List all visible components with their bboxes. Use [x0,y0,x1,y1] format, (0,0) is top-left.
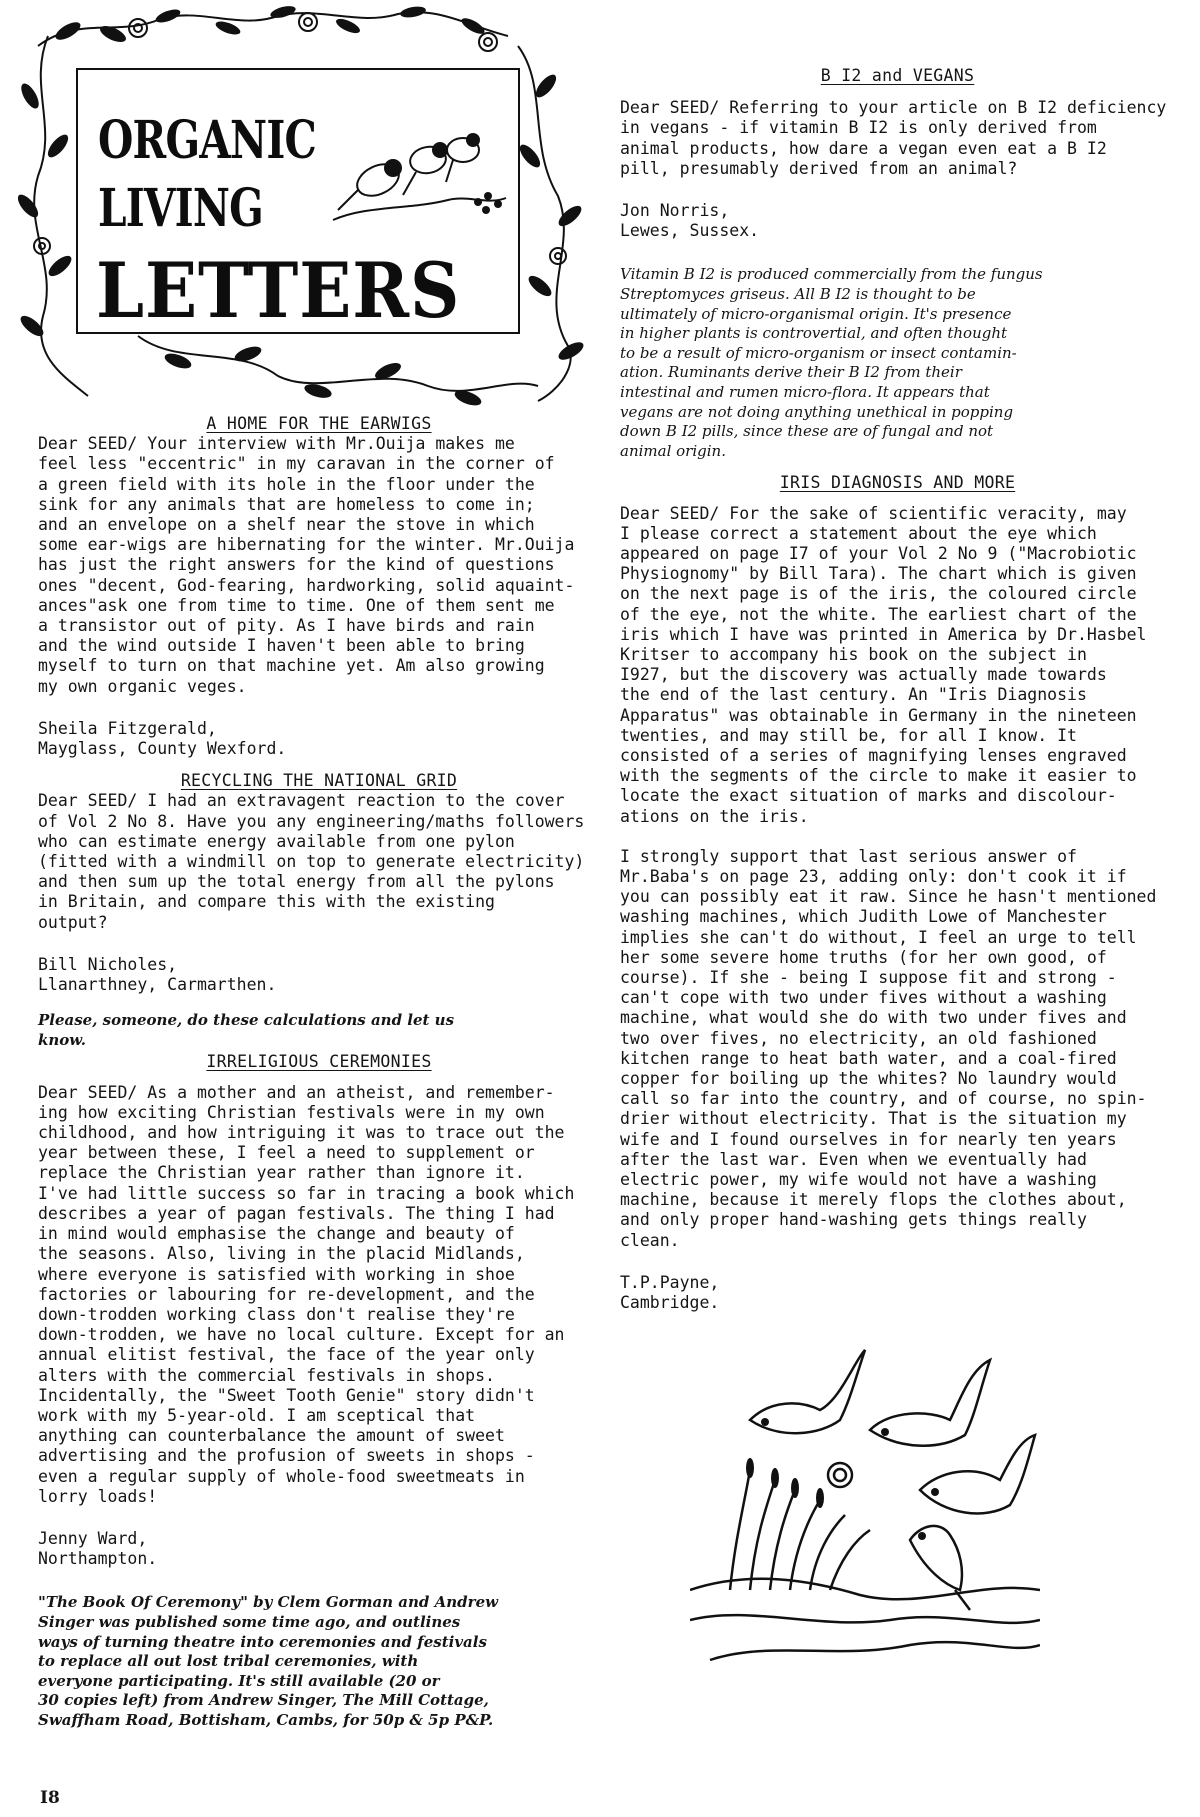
letter-body: Dear SEED/ I had an extravagent reaction to the cover of Vol 2 No 8. Have you any engineering/maths followers who can estimate energy available from one pylon (fitted with a windmill on top to generate electricity) and then sum up the total energy from all the pylons in Britain, and compare this with the existing output? [38,791,585,932]
letter-irreligious-ceremonies [38,1052,600,1730]
editor-note: "The Book Of Ceremony" by Clem Gorman and Andrew Singer was published some time ago, and outlines ways of turning theatre into ceremonies and festivals to replace all out lost tribal ceremonies, with everyone participating. It's still available (20 or 30 copies left) from Andrew Singer, The Mill Cottage, Swaffham Road, Bottisham, Cambs, for 50p & 5p P&P. [38,1593,499,1729]
letter-signature: Sheila Fitzgerald, Mayglass, County Wexford. [38,718,287,759]
masthead-title-organic: ORGANIC [98,110,317,171]
letter-earwigs [38,414,600,759]
masthead-title-living: LIVING [98,178,263,239]
letter-signature: Jon Norris, Lewes, Sussex. [620,201,760,241]
letter-signature: T.P.Payne, Cambridge. [620,1272,720,1313]
letter-signature: Bill Nicholes, Llanarthney, Carmarthen. [38,954,277,995]
right-column [620,66,1175,1313]
editor-note: Please, someone, do these calculations and let us know. [38,1011,455,1049]
masthead-title-letters: LETTERS [96,246,461,335]
left-column [38,414,600,1731]
letter-heading: RECYCLING THE NATIONAL GRID [180,771,458,791]
letter-heading: IRRELIGIOUS CEREMONIES [206,1052,432,1072]
letter-signature: Jenny Ward, Northampton. [38,1528,158,1569]
letter-heading: A HOME FOR THE EARWIGS [206,414,432,433]
letter-recycling-grid [38,771,600,1050]
page-number: I8 [40,1788,60,1808]
letter-b12-vegans [620,66,1175,461]
letter-body: Dear SEED/ As a mother and an atheist, and remember- ing how exciting Christian festivals were in my own childhood, and how intriguing it was to trace out the year between these, I feel a need to supplement or replace the Christian year rather than ignore it. I've had little success so far in tracing a book which describes a year of pagan festivals. The thing I had in mind would emphasise the change and beauty of the seasons. Also, living in the placid Midlands, where everyone is satisfied with working in shoe factories or labouring for re-development, and the down-trodden working class don't realise they're down-trodden, we have no local culture. Except for an annual elitist festival, the face of the year only alters with the commercial festivals in shops. Incidentally, the "Sweet Tooth Genie" story didn't work with my 5-year-old. I am sceptical that anything can counterbalance the amount of sweet advertising and the profusion of sweets in shops - even a regular supply of whole-food sweetmeats in lorry loads! [38,1082,575,1506]
letter-body: Dear SEED/ Referring to your article on B I2 deficiency in vegans - if vitamin B I2 is only derived from animal products, how dare a vegan even eat a B I2 pill, presumably derived from an animal? [620,98,1167,178]
letter-heading: B I2 and VEGANS [820,66,975,85]
letter-body-continued: I strongly support that last serious answer of Mr.Baba's on page 23, adding only: don't cook it if you can possibly eat it raw. Since he hasn't mentioned washing machines, which Judith Lowe of Manchester implies she can't do without, I feel an urge to tell her some severe home truths (for her own good, of course). If she - being I suppose fit and strong - can't cope with two under fives without a washing machine, what would she do with two under fives and two over fives, no electricity, an old fashioned kitchen range to heat bath water, and a coal-fired copper for boiling up the whites? No laundry would call so far into the country, and of course, no spin- drier without electricity. That is the situation my wife and I found ourselves in for nearly ten years after the last war. Even when we eventually had electric power, my wife would not have a washing machine, because it merely flops the clothes about, and only proper hand-washing gets things really clean. [620,846,1157,1250]
title-box [76,68,520,334]
letter-body: Dear SEED/ For the sake of scientific veracity, may I please correct a statement about the eye which appeared on page I7 of your Vol 2 No 9 ("Macrobiotic Physiognomy" by Bill Tara). The chart which is given on the next page is of the iris, the coloured circle of the eye, not the white. The earliest chart of the iris which I have was printed in America by Dr.Hasbel Kritser to accompany his book on the subject in I927, but the discovery was actually made towards the end of the last century. An "Iris Diagnosis Apparatus" was obtainable in Germany in the nineteen twenties, and may still be, for all I know. It consisted of a series of magnifying lenses engraved with the segments of the circle to make it easier to locate the exact situation of marks and discolour- ations on the iris. [620,503,1147,826]
birds-on-branch-illustration [328,110,508,230]
editor-note: Vitamin B I2 is produced commercially from the fungus Streptomyces griseus. All B I2 is thought to be ultimately of micro-organismal origin. It's presence in higher plants is controvertial, and often thought to be a result of micro-organism or insect contamin- ation. Ruminants derive their B I2 from their intestinal and rumen micro-flora. It appears that vegans are not doing anything unethical in popping down B I2 pills, since these are of fungal and not animal origin. [620,265,1043,460]
birds-woodcut-illustration [690,1340,1040,1670]
letter-heading: IRIS DIAGNOSIS AND MORE [779,473,1016,493]
letter-body: Dear SEED/ Your interview with Mr.Ouija makes me feel less "eccentric" in my caravan in the corner of a green field with its hole in the floor under the sink for any animals that are homeless to come in; and an envelope on a shelf near the stove in which some ear-wigs are hibernating for the winter. Mr.Ouija has just the right answers for the kind of questions ones "decent, God-fearing, hardworking, solid aquaint- ances"ask one from time to time. One of them sent me a transistor out of pity. As I have birds and rain and the wind outside I haven't been able to bring myself to turn on that machine yet. Am also growing my own organic veges. [38,434,575,696]
letter-iris-diagnosis [620,473,1175,1313]
masthead [18,6,588,406]
